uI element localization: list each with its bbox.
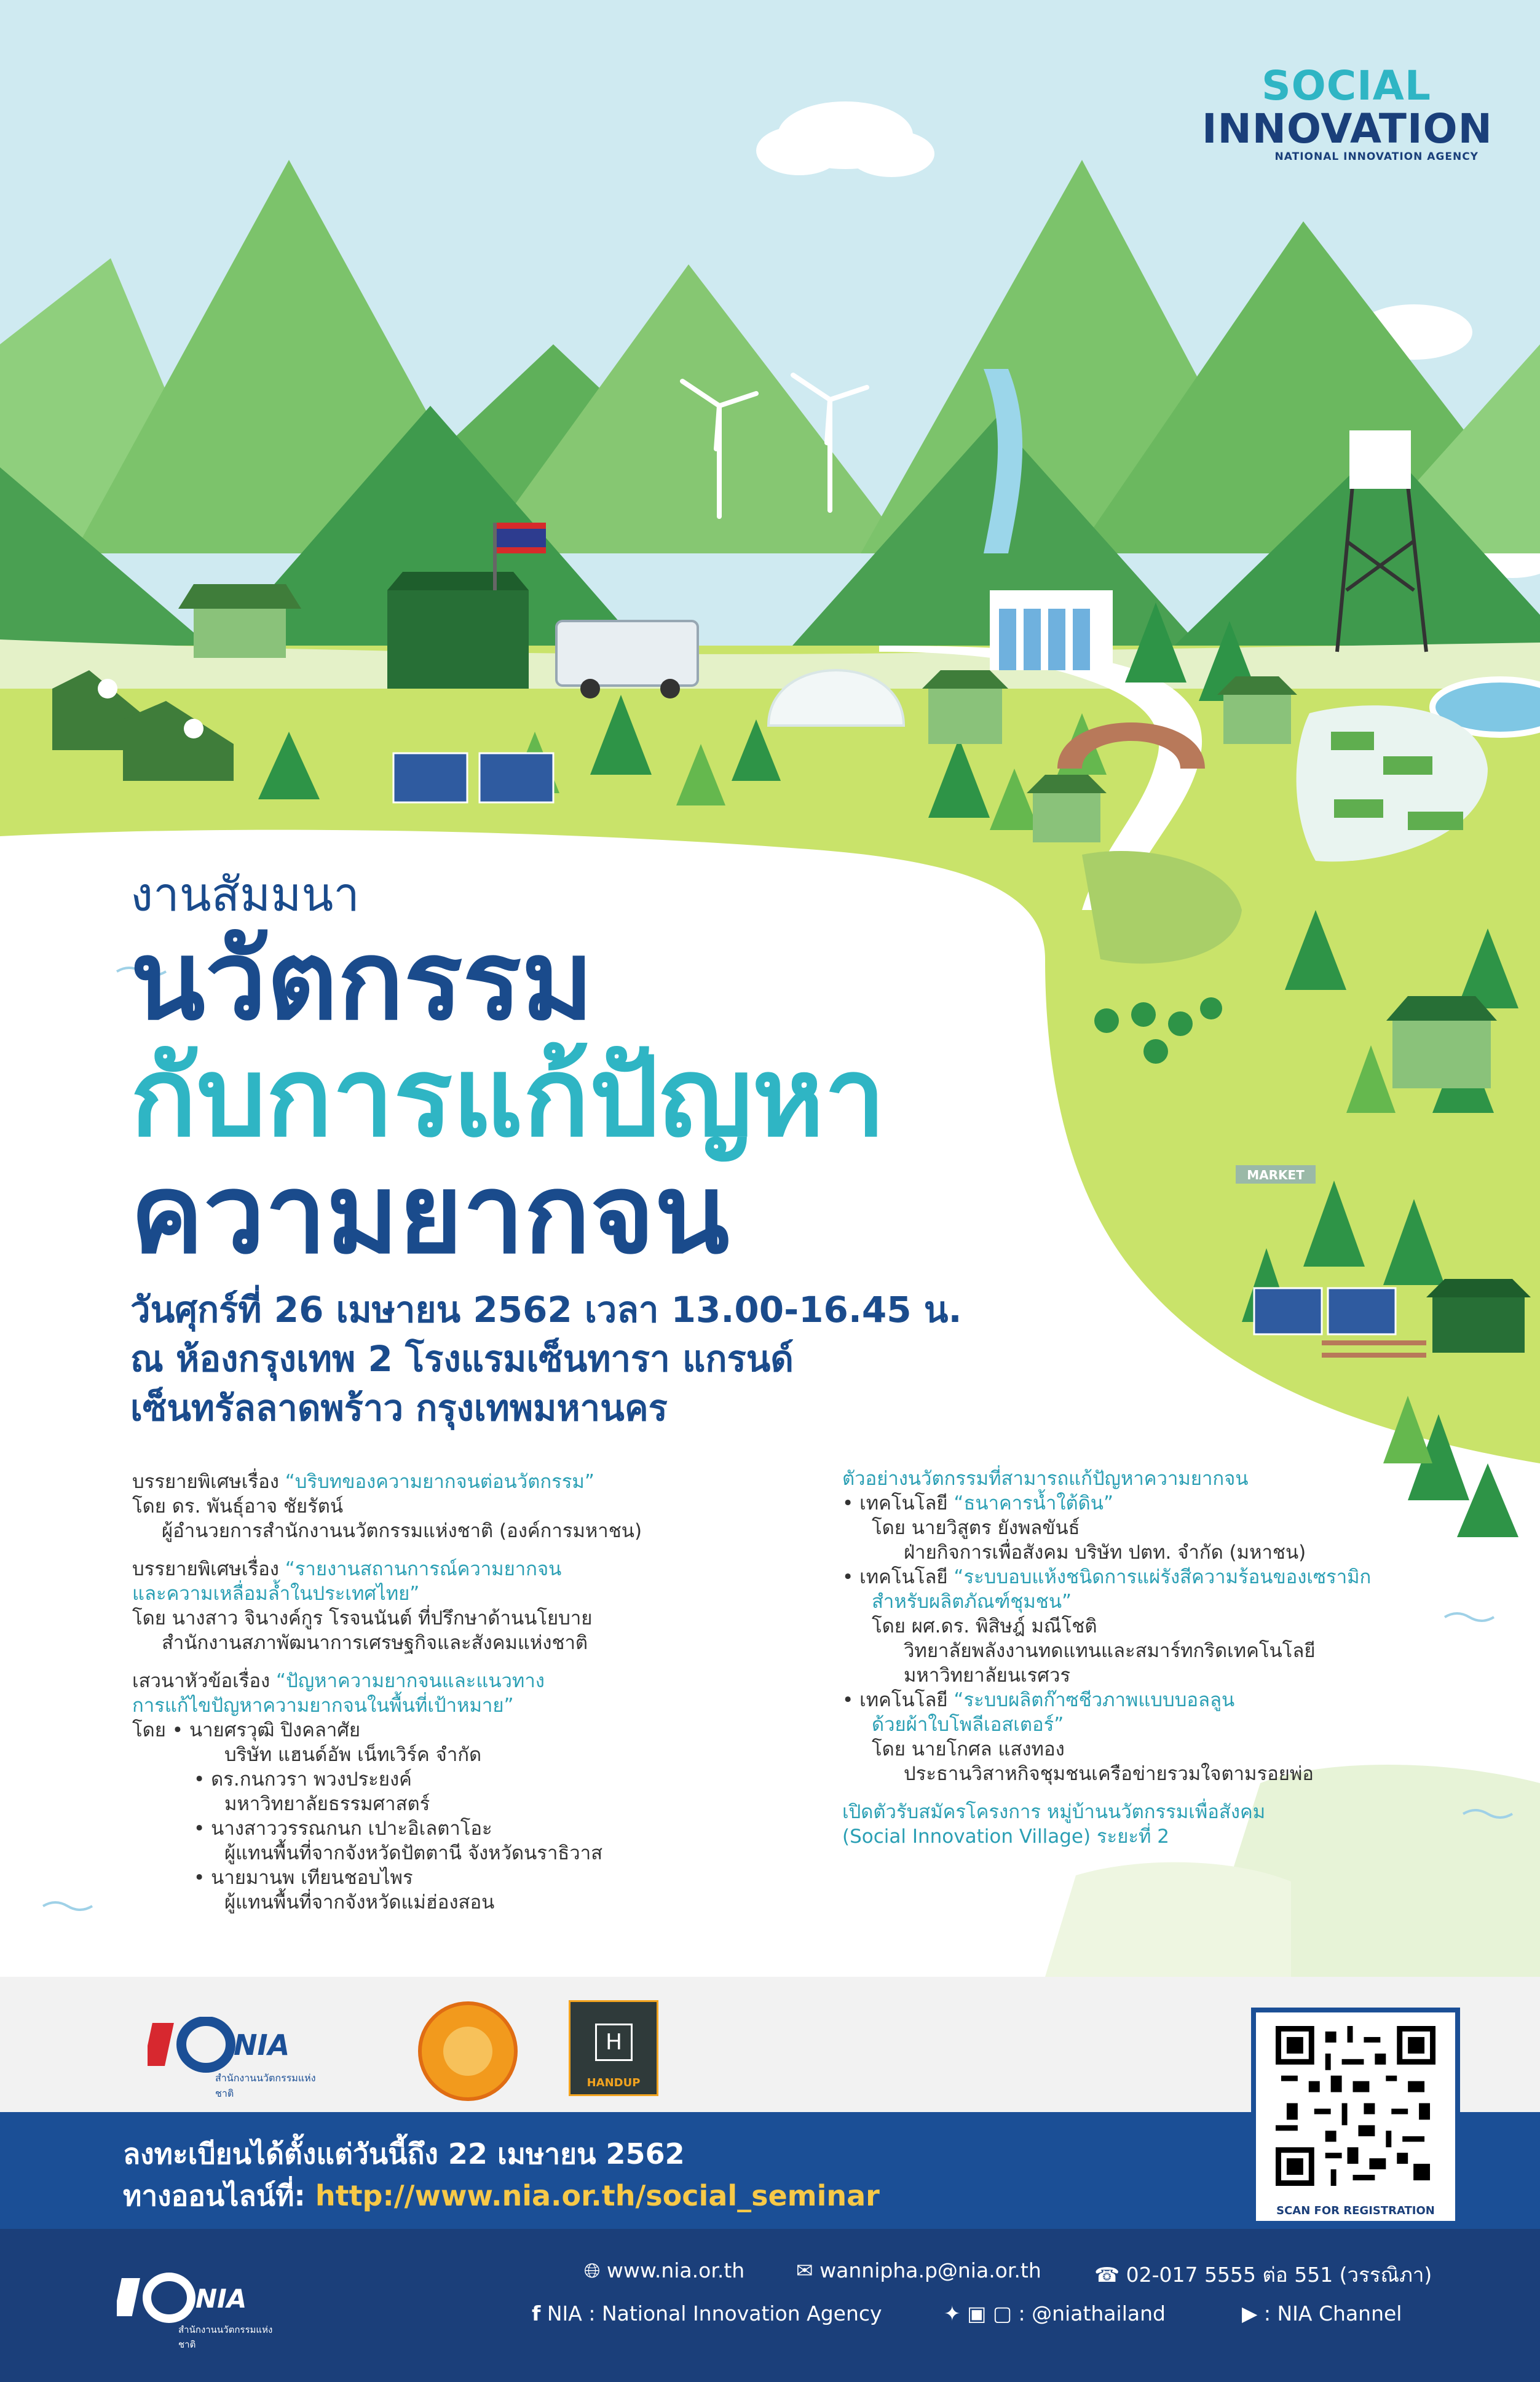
tech-3 bbox=[842, 1688, 1475, 1786]
youtube-text: : NIA Channel bbox=[1263, 2301, 1402, 2325]
svg-text:NIA: NIA bbox=[234, 2028, 290, 2062]
tech-3-topic-b: ด้วยผ้าใบโพลีเอสเตอร์” bbox=[872, 1714, 1064, 1736]
session-2-topic-a: “รายงานสถานการณ์ความยากจน bbox=[285, 1558, 562, 1580]
handup-text: HANDUP bbox=[586, 2076, 641, 2089]
logo-line-2: INNOVATION bbox=[1202, 105, 1493, 152]
innovation-examples-heading: ตัวอย่างนวัตกรรมที่สามารถแก้ปัญหาความยากจน bbox=[842, 1468, 1249, 1490]
footer-nia-tagline: สำนักงานนวัตกรรมแห่งชาติ bbox=[178, 2324, 273, 2350]
line-icon: ▢ bbox=[992, 2301, 1013, 2325]
tech-2 bbox=[842, 1565, 1475, 1688]
tech-3-speaker: โดย นายโกศล แสงทอง bbox=[872, 1738, 1065, 1760]
phone-text: 02-017 5555 ต่อ 551 (วรรณิภา) bbox=[1126, 2263, 1432, 2287]
registration-qr-code[interactable] bbox=[1251, 2008, 1460, 2226]
facebook-icon: f bbox=[532, 2301, 541, 2325]
tech-2-prefix: • เทคโนโลยี bbox=[842, 1566, 954, 1588]
nia-small-caption: สำนักงานนวัตกรรมแห่งชาติ bbox=[215, 2072, 316, 2099]
tech-2-org-2: มหาวิทยาลัยนเรศวร bbox=[904, 1664, 1071, 1687]
village-open-b: (Social Innovation Village) ระยะที่ 2 bbox=[842, 1826, 1170, 1848]
globe-icon: 🌐︎ bbox=[584, 2258, 601, 2282]
event-details bbox=[130, 1285, 962, 1433]
tech-1-topic: “ธนาคารน้ำใต้ดิน” bbox=[954, 1492, 1114, 1514]
tech-2-topic-b: สำหรับผลิตภัณฑ์ชุมชน” bbox=[872, 1591, 1072, 1613]
session-3-panelist-2-org: มหาวิทยาลัยธรรมศาสตร์ bbox=[224, 1793, 430, 1815]
session-3-panelist-4: • นายมานพ เทียนชอบไพร bbox=[194, 1867, 413, 1889]
website-item[interactable] bbox=[584, 2258, 744, 2283]
mail-icon: ✉ bbox=[796, 2258, 813, 2282]
tech-1 bbox=[842, 1491, 1475, 1565]
youtube-item[interactable] bbox=[1242, 2301, 1402, 2325]
website-text: www.nia.or.th bbox=[606, 2258, 745, 2282]
qr-caption: SCAN FOR REGISTRATION bbox=[1276, 2204, 1435, 2217]
session-2-topic-b: และความเหลื่อมล้ำในประเทศไทย” bbox=[132, 1583, 420, 1605]
university-seal-icon bbox=[418, 2001, 518, 2101]
session-3-panelist-1-org: บริษัท แฮนด์อัพ เน็ทเวิร์ค จำกัด bbox=[224, 1744, 482, 1766]
session-1-prefix: บรรยายพิเศษเรื่อง bbox=[132, 1471, 285, 1493]
phone-item[interactable] bbox=[1094, 2258, 1432, 2291]
social-handle-item[interactable] bbox=[944, 2301, 1166, 2325]
social-handle-text: : @niathailand bbox=[1018, 2301, 1166, 2325]
session-2 bbox=[132, 1557, 839, 1655]
tech-3-topic-a: “ระบบผลิตก๊าซชีวภาพแบบบอลลูน bbox=[954, 1689, 1235, 1711]
tech-1-speaker: โดย นายวิสูตร ยังพลขันธ์ bbox=[872, 1517, 1080, 1539]
twitter-icon: ✦ bbox=[944, 2301, 961, 2325]
handup-mark: H bbox=[595, 2024, 633, 2061]
session-3-panelist-2: • ดร.กนกวรา พวงประยงค์ bbox=[194, 1768, 412, 1790]
tech-2-speaker: โดย ผศ.ดร. พิสิษฎ์ มณีโชติ bbox=[872, 1615, 1097, 1637]
tech-3-org: ประธานวิสาหกิจชุมชนเครือข่ายรวมใจตามรอยพ่อ bbox=[904, 1763, 1314, 1785]
program-left bbox=[132, 1470, 839, 1915]
nia-10th-logo bbox=[148, 2017, 332, 2099]
event-date: วันศุกร์ที่ 26 เมษายน 2562 เวลา 13.00-16.45 น. bbox=[130, 1289, 962, 1331]
facebook-item[interactable] bbox=[532, 2301, 882, 2325]
svg-text:NIA: NIA bbox=[195, 2284, 247, 2314]
logo-line-3: NATIONAL INNOVATION AGENCY bbox=[1274, 151, 1479, 163]
tech-2-org-1: วิทยาลัยพลังงานทดแทนและสมาร์ทกริดเทคโนโลยี bbox=[904, 1640, 1316, 1662]
event-venue-2: เซ็นทรัลลาดพร้าว กรุงเทพมหานคร bbox=[130, 1387, 668, 1429]
session-3-panelist-4-org: ผู้แทนพื้นที่จากจังหวัดแม่ฮ่องสอน bbox=[224, 1891, 495, 1913]
footer bbox=[0, 2229, 1540, 2382]
session-1-role: ผู้อำนวยการสำนักงานนวัตกรรมแห่งชาติ (องค์การมหาชน) bbox=[162, 1520, 642, 1542]
title-line-3: ความยากจน bbox=[130, 1150, 730, 1278]
registration-url-link[interactable]: http://www.nia.or.th/social_seminar bbox=[315, 2179, 880, 2212]
logo-line-1: SOCIAL bbox=[1262, 62, 1431, 109]
email-text: wannipha.p@nia.or.th bbox=[819, 2258, 1041, 2282]
session-3-panelist-3: • นางสาววรรณกนก เปาะอิเลตาโอะ bbox=[194, 1818, 492, 1840]
session-1-topic: “บริบทของความยากจนต่อนวัตกรรม” bbox=[285, 1471, 594, 1493]
phone-icon: ☎ bbox=[1094, 2263, 1120, 2287]
session-2-prefix: บรรยายพิเศษเรื่อง bbox=[132, 1558, 285, 1580]
title-line-2: กับการแก้ปัญหา bbox=[130, 1034, 886, 1161]
village-open-a: เปิดตัวรับสมัครโครงการ หมู่บ้านนวัตกรรมเพื่อสังคม bbox=[842, 1801, 1266, 1823]
tech-1-org: ฝ่ายกิจการเพื่อสังคม บริษัท ปตท. จำกัด (มหาชน) bbox=[904, 1541, 1306, 1564]
social-innovation-logo bbox=[1202, 62, 1493, 163]
qr-code-icon bbox=[1276, 2026, 1435, 2186]
tech-3-prefix: • เทคโนโลยี bbox=[842, 1689, 954, 1711]
handup-logo bbox=[569, 2000, 658, 2096]
footer-nia-logo bbox=[117, 2272, 283, 2350]
tech-2-topic-a: “ระบบอบแห้งชนิดการแผ่รังสีความร้อนของเซรามิก bbox=[954, 1566, 1372, 1588]
session-2-speaker: โดย นางสาว จินางค์กูร โรจนนันต์ ที่ปรึกษาด้านนโยบาย bbox=[132, 1607, 593, 1629]
program-right bbox=[842, 1466, 1475, 1849]
instagram-icon: ▣ bbox=[967, 2301, 987, 2325]
event-type: งานสัมมนา bbox=[130, 867, 360, 922]
youtube-icon: ▶ bbox=[1242, 2301, 1258, 2325]
registration-deadline: ลงทะเบียนได้ตั้งแต่วันนี้ถึง 22 เมษายน 2562 bbox=[123, 2137, 685, 2170]
session-3-panelist-1: โดย • นายศรวุฒิ ปิงคลาศัย bbox=[132, 1719, 361, 1741]
session-3-panelist-3-org: ผู้แทนพื้นที่จากจังหวัดปัตตานี จังหวัดนราธิวาส bbox=[224, 1842, 603, 1864]
facebook-text: NIA : National Innovation Agency bbox=[547, 2301, 882, 2325]
session-3-topic-b: การแก้ไขปัญหาความยากจนในพื้นที่เป้าหมาย” bbox=[132, 1695, 514, 1717]
session-3-prefix: เสวนาหัวข้อเรื่อง bbox=[132, 1670, 277, 1692]
session-1-speaker: โดย ดร. พันธุ์อาจ ชัยรัตน์ bbox=[132, 1495, 344, 1517]
session-2-role: สำนักงานสภาพัฒนาการเศรษฐกิจและสังคมแห่งชาติ bbox=[162, 1632, 588, 1654]
session-1 bbox=[132, 1470, 839, 1543]
email-item[interactable] bbox=[796, 2258, 1041, 2282]
tech-1-prefix: • เทคโนโลยี bbox=[842, 1492, 954, 1514]
session-3-topic-a: “ปัญหาความยากจนและแนวทาง bbox=[276, 1670, 545, 1692]
market-sign: MARKET bbox=[1247, 1168, 1305, 1182]
event-venue-1: ณ ห้องกรุงเทพ 2 โรงแรมเซ็นทารา แกรนด์ bbox=[130, 1338, 794, 1380]
registration-online-prefix: ทางออนไลน์ที่: bbox=[123, 2179, 315, 2212]
title-line-1: นวัตกรรม bbox=[130, 917, 594, 1044]
session-3 bbox=[132, 1669, 839, 1915]
